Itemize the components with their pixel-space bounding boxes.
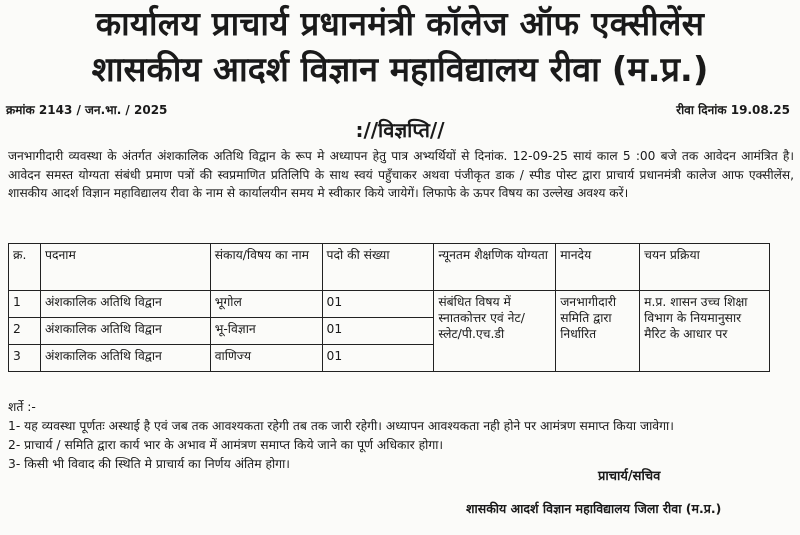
condition-item: 3- किसी भी विवाद की स्थिति मे प्राचार्य का निर्णय अंतिम होगा। xyxy=(8,457,290,471)
honorarium-cell: जनभागीदारी समिति द्वारा निर्धारित xyxy=(556,291,640,372)
row-subject: वाणिज्य xyxy=(210,345,322,372)
condition-item: 2- प्राचार्य / समिति द्वारा कार्य भार के अभाव में आमंत्रण समाप्त किये जाने का पूर्ण अधिकार होगा। xyxy=(8,438,444,452)
row-post: अंशकालिक अतिथि विद्वान xyxy=(40,291,210,318)
conditions-section xyxy=(8,398,788,474)
row-subject: भू-विज्ञान xyxy=(210,318,322,345)
header-selection: चयन प्रक्रिया xyxy=(640,244,770,291)
selection-cell: म.प्र. शासन उच्च शिक्षा विभाग के नियमानुसार मैरिट के आधार पर xyxy=(640,291,770,372)
header-honorarium: मानदेय xyxy=(556,244,640,291)
header-post: पदनाम xyxy=(40,244,210,291)
row-count: 01 xyxy=(322,291,434,318)
signature-college: शासकीय आदर्श विज्ञान महाविद्यालय जिला रीवा (म.प्र.) xyxy=(466,501,722,516)
row-subject: भूगोल xyxy=(210,291,322,318)
table-row xyxy=(9,291,770,318)
posts-table xyxy=(8,243,770,372)
header-office-line: कार्यालय प्राचार्य प्रधानमंत्री कॉलेज ऑफ एक्सीलेंस xyxy=(95,4,705,43)
header-qualification: न्यूनतम शैक्षणिक योग्यता xyxy=(434,244,556,291)
row-count: 01 xyxy=(322,345,434,372)
reference-date: रीवा दिनांक 19.08.25 xyxy=(676,103,790,117)
row-sno: 3 xyxy=(9,345,41,372)
header-sno: क्र. xyxy=(9,244,41,291)
intro-paragraph: जनभागीदारी व्यवस्था के अंतर्गत अंशकालिक अतिथि विद्वान के रूप मे अध्यापन हेतु पात्र अभ्यर्थियों से दिनांक. 12-09-25 सायं काल 5 :00 बजे तक आवेदन आमंत्रित है। आवेदन समस्त योग्यता संबंधी प्रमाण पत्रों की स्वप्रमाणित प्रतिलिपि के साथ स्वयं पहुँचाकर अथवा पंजीकृत डाक / स्पीड पोस्ट द्वारा प्राचार्य प्रधानमंत्री कालेज आफ एक्सीलेंस, शासकीय आदर्श विज्ञान महाविद्यालय रीवा के नाम से कार्यालयीन समय मे स्वीकार किये जायेगें। लिफाफे के ऊपर विषय का उल्लेख अवश्य करें। xyxy=(8,149,794,200)
header-subject: संकाय/विषय का नाम xyxy=(210,244,322,291)
conditions-heading: शर्ते :- xyxy=(8,400,36,414)
row-count: 01 xyxy=(322,318,434,345)
header-college-line: शासकीय आदर्श विज्ञान महाविद्यालय रीवा (म.प्र.) xyxy=(91,50,709,90)
row-post: अंशकालिक अतिथि विद्वान xyxy=(40,318,210,345)
reference-number: क्रमांक 2143 / जन.भा. / 2025 xyxy=(6,103,168,117)
table-header-row xyxy=(9,244,770,291)
notice-title: ://विज्ञप्ति// xyxy=(355,118,445,142)
qualification-cell: संबंधित विषय में स्नातकोत्तर एवं नेट/ स्लेट/पी.एच.डी xyxy=(434,291,556,372)
row-post: अंशकालिक अतिथि विद्वान xyxy=(40,345,210,372)
header-count: पदो की संख्या xyxy=(322,244,434,291)
condition-item: 1- यह व्यवस्था पूर्णतः अस्थाई है एवं जब तक आवश्यकता रहेगी तब तक जारी रहेगी। अध्यापन आवश्यकता नही होने पर आमंत्रण समाप्त किया जावेगा। xyxy=(8,419,674,433)
row-sno: 2 xyxy=(9,318,41,345)
row-sno: 1 xyxy=(9,291,41,318)
signature-title: प्राचार्य/सचिव xyxy=(598,469,661,484)
